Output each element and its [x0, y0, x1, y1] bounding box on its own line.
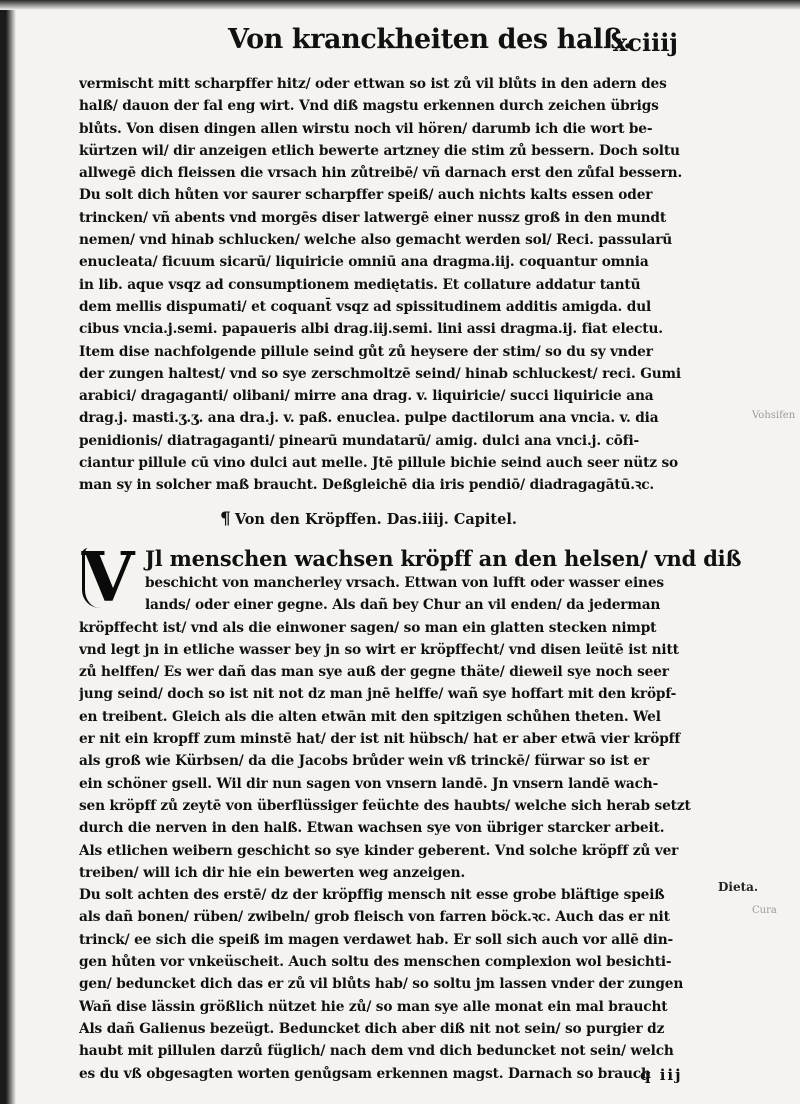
- text-line: kröpffecht ist/ vnd als die einwoner sagen/ so man ein glatten stecken nimpt: [79, 619, 657, 636]
- text-line: allwegē dich fleissen die vrsach hin zůtreibē/ vñ darnach erst den zůfal bessern.: [79, 165, 683, 182]
- drop-cap: V: [81, 538, 135, 618]
- text-line: in lib. aque vsqz ad consumptionem mediętatis. Et collature addatur tantū: [79, 276, 641, 293]
- text-line: vermischt mitt scharpffer hitz/ oder ettwan so ist zů vil blůts in den adern des: [79, 76, 667, 92]
- pilcrow-icon: ¶: [220, 509, 231, 529]
- text-line: drag.j. masti.ʒ.ʒ. ana dra.j. v. paß. enuclea. pulpe dactilorum ana vncia. v. dia: [79, 410, 659, 427]
- text-line: Als etlichen weibern geschicht so sye kinder geberent. Vnd solche kröpff zů ver: [79, 842, 679, 859]
- text-line: arabici/ dragaganti/ olibani/ mirre ana drag. v. liquiricie/ succi liquiricie ana: [79, 388, 654, 405]
- text-line: der zungen haltest/ vnd so sye zerschmoltzē seind/ hinab schluckest/ reci. Gumi: [79, 365, 681, 382]
- text-line: er nit ein kropff zum minstē hat/ der ist nit hübsch/ hat er aber etwā vier kröpff: [79, 731, 681, 748]
- running-head: Von kranckheiten des halß.: [228, 24, 633, 55]
- text-line: nemen/ vnd hinab schlucken/ welche also gemacht werden sol/ Reci. passularū: [79, 232, 673, 249]
- text-line: man sy in solcher maß braucht. Deßgleichē dia iris pendiō/ diadragagātū.ꝛc.: [79, 477, 655, 494]
- page-binding-shadow: [0, 0, 16, 1104]
- text-line: lands/ oder einer gegne. Als dañ bey Chur an vil enden/ da jederman: [145, 597, 661, 614]
- page-header: [228, 24, 708, 64]
- text-line: als dañ bonen/ rüben/ zwibeln/ grob fleisch von farren böck.ꝛc. Auch das er nit: [79, 909, 670, 926]
- folio-number: xciiij: [613, 28, 678, 57]
- text-line: zů helffen/ Es wer dañ das man sye auß der gegne thäte/ dieweil sye noch seer: [79, 664, 669, 681]
- text-line: Du solt achten des erstē/ dz der kröpffig mensch nit esse grobe bläftige speiß: [79, 887, 665, 904]
- text-line: cibus vncia.j.semi. papaueris albi drag.iij.semi. lini assi dragma.ij. fiat electu.: [79, 321, 663, 338]
- text-line: ciantur pillule cū vino dulci aut melle. Jtē pillule bichie seind auch seer nütz so: [79, 455, 679, 472]
- text-line: Item dise nachfolgende pillule seind gůt zů heysere der stim/ so du sy vnder: [79, 343, 653, 360]
- text-line: ein schöner gsell. Wil dir nun sagen von vnsern landē. Jn vnsern landē wach-: [79, 775, 659, 792]
- text-line: Wañ dise lässin größlich nützet hie zů/ so man sye alle monat ein mal braucht: [79, 998, 668, 1015]
- margin-note-faint-1: Vohsifen: [752, 410, 796, 421]
- text-line: kürtzen wil/ dir anzeigen etlich bewerte artzney die stim zů bessern. Doch soltu: [79, 142, 680, 159]
- signature-mark: q iij: [640, 1066, 683, 1084]
- text-line: Du solt dich hůten vor saurer scharpffer speiß/ auch nichts kalts essen oder: [79, 187, 653, 204]
- text-line: en treibent. Gleich als die alten etwān mit den spitzigen schůhen theten. Wel: [79, 708, 661, 725]
- text-line: enucleata/ ficuum sicarū/ liquiricie omniū ana dragma.iij. coquantur omnia: [79, 254, 649, 271]
- margin-note-faint-2: Cura: [752, 905, 777, 916]
- text-line: blůts. Von disen dingen allen wirstu noch vil hören/ darumb ich die wort be-: [79, 120, 653, 137]
- text-line: jung seind/ doch so ist nit not dz man jnē helffe/ wañ sye hoffart mit den kröpf-: [79, 686, 677, 703]
- text-line: gen hůten vor vnkeüscheit. Auch soltu des menschen complexion wol besichti-: [79, 954, 672, 971]
- text-block-voice: [79, 73, 713, 497]
- page-top-shadow: [0, 0, 800, 10]
- text-line: durch die nerven in den halß. Etwan wachsen sye von übriger starcker arbeit.: [79, 820, 665, 837]
- text-line: penidionis/ diatragaganti/ pinearū mundatarū/ amig. dulci ana vnci.j. cōfi-: [79, 432, 640, 449]
- text-line: gen/ beduncket dich das er zů vil blůts hab/ so soltu jm lassen vnder der zungen: [79, 976, 684, 993]
- chapter-first-line: Jl menschen wachsen kröpff an den helsen/ vnd diß: [145, 546, 742, 571]
- text-line: es du vß obgesagten worten genůgsam erkennen magst. Darnach so brauch: [79, 1065, 651, 1082]
- chapter-heading: [220, 509, 517, 529]
- text-block-goiter: [79, 572, 713, 1085]
- text-line: treiben/ will ich dir hie ein bewerten weg anzeigen.: [79, 864, 466, 881]
- margin-note-dieta: Dieta.: [718, 880, 759, 894]
- text-line: dem mellis dispumati/ et coquant̄ vsqz ad spissitudinem additis amigda. dul: [79, 298, 652, 315]
- text-line: haubt mit pillulen darzů füglich/ nach dem vnd dich beduncket not sein/ welch: [79, 1043, 674, 1060]
- text-line: Als dañ Galienus bezeügt. Beduncket dich aber diß nit not sein/ so purgier dz: [79, 1020, 665, 1037]
- text-line: vnd legt jn in etliche wasser bey jn so wirt er kröpffecht/ vnd disen leütē ist nitt: [79, 641, 679, 658]
- text-line: trinck/ ee sich die speiß im magen verdawet hab. Er soll sich auch vor allē din-: [79, 931, 674, 948]
- text-line: beschicht von mancherley vrsach. Ettwan von lufft oder wasser eines: [145, 575, 664, 591]
- text-line: halß/ dauon der fal eng wirt. Vnd diß magstu erkennen durch zeichen übrigs: [79, 98, 659, 115]
- text-line: trincken/ vñ abents vnd morgēs diser latwergē einer nussz groß in den mundt: [79, 209, 667, 226]
- text-line: als groß wie Kürbsen/ da die Jacobs brůder wein vß trinckē/ fürwar so ist er: [79, 753, 650, 770]
- text-line: sen kröpff zů zeytē von überflüssiger feüchte des haubts/ welche sich herab setzt: [79, 797, 691, 814]
- chapter-heading-text: Von den Kröpffen. Das.iiij. Capitel.: [234, 511, 517, 528]
